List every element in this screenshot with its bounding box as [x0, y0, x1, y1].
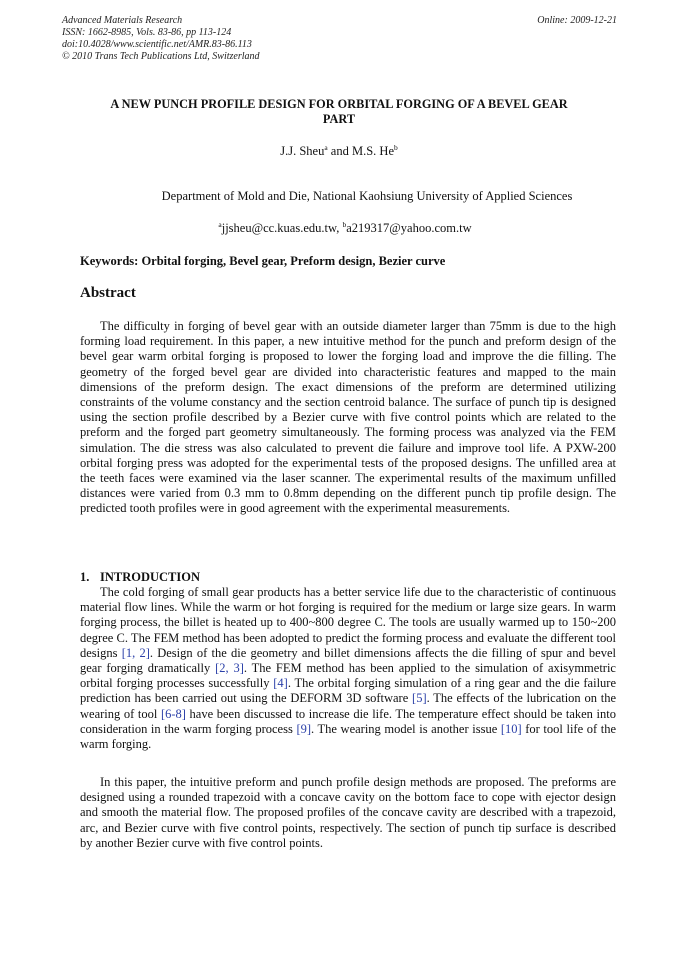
abstract-text: The difficulty in forging of bevel gear with an outside diameter larger than 75mm is due to the high forming load requirement. In this paper, a new intuitive method for the punch and preform design of the bevel gear warm orbital forging is proposed to lower the forging load and improve the die filling. The geometry of the forged bevel gear are divided into characteristic features and mapped to the main dimensions of the preform design. The exact dimensions of the preform are determined utilizing constraints of the volume constancy and the section centroid balance. The surface of punch tip is designed using the section profile described by a Bezier curve with five control points which are related to the preform and the forged part geometry simultaneously. The forming process was analyzed via the FEM simulation. The die stress was also calculated to prevent die failure and improve tool life. A PXW-200 orbital forging press was adopted for the experimental tests of the proposed designs. The unfilled area at the teeth faces were examined via the laser scanner. The experimental results of the maximum unfilled distances were varied from 0.3 mm to 0.8mm depending on the different punch tip profile design. The predicted tooth profiles were in good agreement with the experimental measurements. [80, 319, 616, 516]
intro-text: for tool life of the warm forging. [80, 721, 617, 752]
intro-text: have been discussed to increase die life. The temperature effect should be taken into consideration in the warm forging process [80, 706, 616, 736]
citation-link[interactable]: [9] [296, 721, 312, 736]
journal-header [62, 15, 617, 63]
paper-title [78, 97, 600, 127]
keywords: Keywords: Orbital forging, Bevel gear, Preform design, Bezier curve [80, 254, 446, 268]
author-2: M.S. He [351, 144, 395, 158]
abstract-heading: Abstract [80, 285, 136, 301]
intro-text: The cold forging of small gear products has a better service life due to the characteristic of continuous material flow lines. While the warm or hot forging is required for the medium or large size gears. In warm forging process, the billet is heated up to 400~800 degree C. The tools are usually warmed up to 150~200 degree C. The FEM method has been adopted to predict the forming process and evaluate the different tool designs [80, 585, 616, 660]
email-b: a219317@yahoo.com.tw [346, 221, 472, 235]
email-a: jjsheu@cc.kuas.edu.tw, [221, 221, 343, 235]
section-heading-introduction [80, 570, 200, 585]
citation-link[interactable]: [6-8] [160, 706, 186, 721]
journal-copyright: © 2010 Trans Tech Publications Ltd, Switzerland [62, 51, 260, 62]
intro-text: . Design of the die geometry and billet dimensions affects the die filling of spur and bevel gear forging dramatically [80, 645, 616, 676]
author-1-affiliation-mark: a [324, 143, 328, 152]
paper-title-line-1: A NEW PUNCH PROFILE DESIGN FOR ORBITAL FORGING OF A BEVEL GEAR [110, 97, 568, 111]
affiliation: Department of Mold and Die, National Kaohsiung University of Applied Sciences [161, 189, 573, 203]
author-emails [0, 221, 678, 236]
author-list [0, 144, 678, 159]
section-title: INTRODUCTION [100, 570, 201, 584]
citation-link[interactable]: [5] [412, 691, 427, 706]
intro-text: . The effects of the lubrication on the wearing of tool [80, 691, 616, 721]
author-1: J.J. Sheu [280, 144, 325, 158]
journal-name: Advanced Materials Research [62, 15, 183, 26]
journal-doi: doi:10.4028/www.scientific.net/AMR.83-86.113 [62, 39, 252, 50]
citation-link[interactable]: [2, 3] [215, 661, 244, 676]
introduction-paragraph-2: In this paper, the intuitive preform and punch profile design methods are proposed. The preforms are designed using a rounded trapezoid with a concave cavity on the bottom face to cope with ejector design and smooth the material flow. The proposed profiles of the concave cavity are described with a trapezoid, arc, and Bezier curve with five control points, respectively. The section of punch tip surface is described by another Bezier curve with five control points. [80, 775, 616, 850]
email-a-mark: a [218, 220, 222, 229]
intro-text: . The orbital forging simulation of a ring gear and the die failure prediction has been carried out using the DEFORM 3D software [80, 676, 617, 706]
paper-title-line-2: PART [322, 112, 356, 126]
author-2-affiliation-mark: b [394, 143, 398, 152]
author-conjunction: and [327, 144, 352, 158]
journal-issn: ISSN: 1662-8985, Vols. 83-86, pp 113-124 [62, 27, 232, 38]
intro-text: . The wearing model is another issue [311, 721, 501, 736]
email-b-mark: b [342, 220, 347, 229]
citation-link[interactable]: [10] [500, 721, 522, 736]
online-date: Online: 2009-12-21 [537, 15, 617, 26]
citation-link[interactable]: [4] [273, 676, 288, 691]
introduction-paragraph-1 [80, 585, 616, 752]
section-number: 1. [80, 570, 90, 584]
citation-link[interactable]: [1, 2] [121, 645, 150, 660]
intro-text: . The FEM method has been applied to the simulation of axisymmetric orbital forging processes successfully [80, 661, 616, 691]
